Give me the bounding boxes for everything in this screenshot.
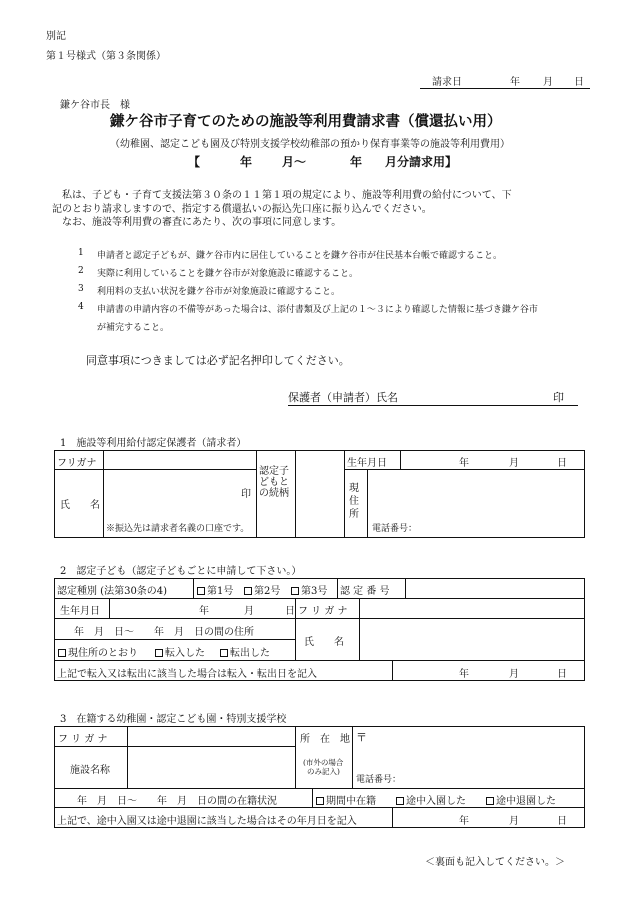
checkbox-icon[interactable] [396,797,404,805]
section1-heading: 1 施設等利用給付認定保護者（請求者） [60,438,247,449]
s1-line [295,450,296,538]
consent-num: 1 [78,248,84,258]
page-title: 鎌ケ谷市子育てのための施設等利用費請求書（償還払い用） [110,113,502,130]
s1-phone-label: 電話番号： [372,524,418,534]
s1-line [103,450,104,538]
s3-outside-note1: (市外の場合 [303,758,344,767]
s3-change-year: 年 [459,816,469,827]
s2-line [359,598,360,660]
s2-birth-month: 月 [244,606,254,617]
s2-opt2-label: 第2号 [254,586,281,597]
s3-phone-label: 電話番号： [356,775,402,785]
checkbox-icon[interactable] [291,587,299,595]
s2-birth-label: 生年月日 [60,606,100,617]
s1-line [344,450,345,538]
page-subtitle: （幼稚園、認定こども園及び特別支援学校幼稚部の預かり保育事業等の施設等利用費用） [110,139,510,150]
period-open: 【 [188,155,201,169]
s3-furigana-label: フ リ ガ ナ [58,734,108,745]
s3-left[interactable] [486,792,556,807]
checkbox-icon[interactable] [197,587,205,595]
checkbox-icon[interactable] [155,649,163,657]
s3-change-note: 上記で、途中入園又は途中退園に該当した場合はその年月日を記入 [57,816,357,827]
consent-text-cont: が補完すること。 [97,323,170,333]
request-day: 日 [574,77,584,88]
section3-heading: 3 在籍する幼稚園・認定こども園・特別支援学校 [60,714,287,725]
checkbox-icon[interactable] [316,797,324,805]
guardian-name-underline [288,405,578,406]
consent-num: 4 [78,302,84,312]
s2-move-note: 上記で転入又は転出に該当した場合は転入・転出日を記入 [57,669,317,680]
s2-birth-day: 日 [285,606,295,617]
period-year2: 年 [350,155,363,169]
s2-type-label: 認定種別 (法第30条の4) [57,586,168,597]
s3-location-label: 所 在 地 [300,734,350,745]
s2-moved-out[interactable] [220,644,270,659]
s1-name-label: 氏 名 [60,500,100,511]
checkbox-icon[interactable] [220,649,228,657]
guardian-seal: 印 [553,391,564,404]
s3-change-month: 月 [509,816,519,827]
s2-same-address[interactable] [58,644,138,659]
s3-period-status-label: 年 月 日～ 年 月 日の間の在籍状況 [77,796,277,807]
s2-moved-in-label: 転入した [165,648,205,659]
s2-opt3[interactable] [291,582,327,597]
s2-moved-out-label: 転出した [230,648,270,659]
period-year1: 年 [240,155,253,169]
consent-text: 利用料の支払い状況を鎌ケ谷市が対象施設に確認すること。 [97,287,341,297]
s3-line [295,726,296,788]
s2-line [54,639,295,640]
s3-full-label: 期間中在籍 [326,796,376,807]
s3-line [54,807,585,808]
footer-note: ＜裏面も記入してください。＞ [425,857,565,868]
s1-account-note: ※振込先は請求者名義の口座です。 [106,524,250,534]
consent-num: 3 [78,284,84,294]
s3-full-period[interactable] [316,792,376,807]
s3-postal-mark: 〒 [356,731,367,744]
s1-seal: 印 [241,489,251,500]
s2-move-month: 月 [509,669,519,680]
s3-outside-note2: のみ記入) [307,767,340,776]
intro-line3: なお、施設等利用費の審査にあたり、次の事項に同意します。 [62,217,342,228]
s1-line [367,469,368,538]
s2-line [295,598,296,660]
s2-same-label: 現住所のとおり [68,648,138,659]
s3-line [392,807,393,828]
s3-line [54,788,585,789]
s2-opt2[interactable] [244,582,280,597]
guardian-name-label: 保護者（申請者）氏名 [288,391,398,404]
s2-line [405,578,406,598]
s1-birth-day: 日 [557,458,567,469]
form-number: 第１号様式（第３条関係） [46,51,166,62]
s1-relation-label: 認定子どもとの続柄 [259,466,289,499]
period-close: 月分請求用】 [385,155,458,169]
s1-address-label: 現住所 [349,483,359,520]
s1-line [54,469,256,470]
s1-line [344,469,585,470]
period-month1: 月～ [282,155,307,169]
s3-joined-label: 途中入園した [406,796,466,807]
s1-birth-year: 年 [459,458,469,469]
consent-text: 実際に利用していることを鎌ケ谷市が対象施設に確認すること。 [97,269,359,279]
addressee: 鎌ケ谷市長 様 [60,100,130,111]
s1-furigana-label: フリガナ [57,458,97,469]
s2-line [392,660,393,681]
s2-birth-year: 年 [199,606,209,617]
s2-line [54,598,585,599]
intro-line2: 記のとおり請求しますので、指定する償還払いの振込先口座に振り込んでください。 [52,204,432,215]
s1-line [400,450,401,469]
s3-joined[interactable] [396,792,466,807]
consent-num: 2 [78,266,84,276]
request-date-underline [420,88,590,89]
s2-line [337,578,338,598]
request-year: 年 [510,77,520,88]
s3-facility-label: 施設名称 [70,765,110,776]
s3-line [54,746,295,747]
s2-furigana-label: フ リ ガ ナ [298,606,348,617]
s2-period-address-label: 年 月 日～ 年 月 日の間の住所 [74,627,254,638]
s2-opt3-label: 第3号 [301,586,328,597]
intro-line1: 私は、子ども・子育て支援法第３０条の１１第１項の規定により、施設等利用費の給付について、下 [62,190,512,201]
checkbox-icon[interactable] [58,649,66,657]
s2-line [54,660,585,661]
sign-note: 同意事項につきましては必ず記名押印してください。 [86,354,350,367]
s1-birth-month: 月 [509,458,519,469]
s2-line [109,598,110,618]
s2-moved-in[interactable] [155,644,205,659]
s1-birth-label: 生年月日 [347,458,387,469]
s3-left-label: 途中退園した [496,796,556,807]
request-month: 月 [543,77,553,88]
s3-line [127,726,128,788]
s2-opt1-label: 第1号 [207,586,234,597]
s3-line [352,726,353,788]
s2-move-year: 年 [459,669,469,680]
annex-label: 別記 [46,31,66,42]
s3-line [312,788,313,807]
s2-name-label: 氏 名 [304,637,344,648]
s2-line [54,618,585,619]
s1-line [256,450,257,538]
consent-text: 申請書の申請内容の不備等があった場合は、添付書類及び上記の１～３により確認した情報に基づき鎌ケ谷市 [97,305,538,315]
request-date-label: 請求日 [432,77,462,88]
checkbox-icon[interactable] [244,587,252,595]
s2-opt1[interactable] [197,582,233,597]
consent-text: 申請者と認定子どもが、鎌ケ谷市内に居住していることを鎌ケ谷市が住民基本台帳で確認すること。 [97,251,503,261]
section2-heading: 2 認定子ども（認定子どもごとに申請して下さい。） [60,566,302,577]
s2-move-day: 日 [557,669,567,680]
s3-change-day: 日 [557,816,567,827]
checkbox-icon[interactable] [486,797,494,805]
s2-line [193,578,194,598]
s2-cert-no-label: 認 定 番 号 [340,586,390,597]
